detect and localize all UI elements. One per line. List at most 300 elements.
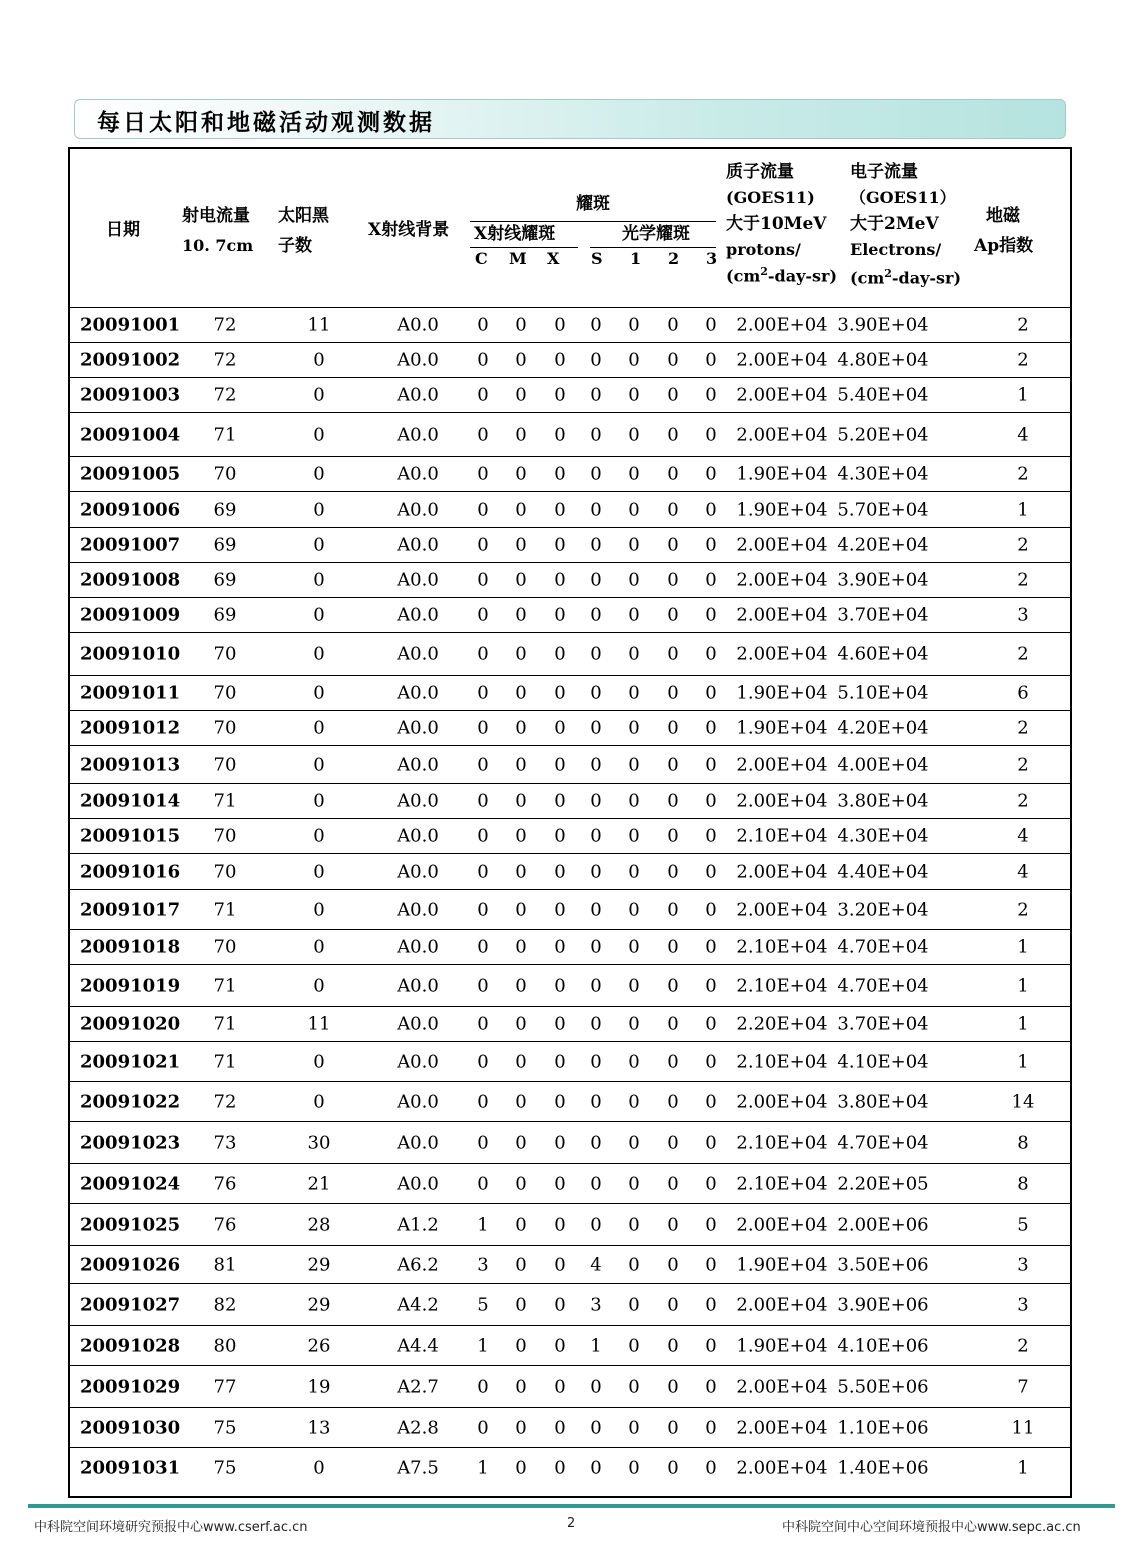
cell-optical-s: 0 — [590, 717, 602, 739]
cell-sunspot: 0 — [313, 825, 325, 847]
cell-electron-flux: 4.10E+04 — [837, 1051, 929, 1072]
cell-xray-m: 0 — [515, 534, 527, 556]
cell-electron-flux: 3.90E+04 — [837, 569, 929, 591]
header-sunspot-1: 太阳黑 — [278, 206, 329, 226]
cell-electron-flux: 4.20E+04 — [837, 534, 929, 556]
cell-optical-1: 0 — [628, 790, 640, 812]
cell-xray-m: 0 — [515, 754, 527, 775]
table-row — [70, 1366, 1070, 1408]
cell-xray-background: A7.5 — [397, 1457, 439, 1479]
cell-xray-m: 0 — [515, 569, 527, 591]
cell-date: 20091005 — [80, 463, 181, 485]
cell-xray-c: 0 — [477, 424, 489, 445]
table-row — [70, 711, 1070, 746]
header-xray-background: X射线背景 — [368, 220, 450, 240]
cell-radio-flux: 71 — [213, 1013, 237, 1035]
cell-electron-flux: 5.20E+04 — [837, 424, 929, 445]
header-class-1: 1 — [630, 249, 642, 268]
cell-optical-1: 0 — [628, 384, 640, 406]
cell-radio-flux: 72 — [213, 1091, 237, 1112]
cell-xray-x: 0 — [554, 604, 566, 626]
cell-optical-2: 0 — [667, 754, 679, 775]
page-title: 每日太阳和地磁活动观测数据 — [97, 109, 435, 136]
cell-sunspot: 26 — [307, 1335, 331, 1356]
cell-proton-flux: 2.00E+04 — [736, 1376, 828, 1397]
cell-optical-2: 0 — [667, 384, 679, 406]
cell-radio-flux: 69 — [213, 499, 237, 520]
cell-optical-s: 0 — [590, 936, 602, 958]
cell-optical-1: 0 — [628, 314, 640, 336]
cell-xray-c: 0 — [477, 1013, 489, 1035]
cell-electron-flux: 1.40E+06 — [837, 1457, 929, 1479]
cell-date: 20091026 — [80, 1254, 181, 1275]
cell-optical-2: 0 — [667, 1214, 679, 1235]
cell-optical-2: 0 — [667, 534, 679, 556]
header-class-c: C — [475, 249, 488, 268]
cell-xray-c: 0 — [477, 463, 489, 485]
cell-radio-flux: 80 — [213, 1335, 237, 1356]
cell-xray-x: 0 — [554, 790, 566, 812]
cell-proton-flux: 2.20E+04 — [736, 1013, 828, 1035]
header-proton-2: (GOES11) — [726, 188, 815, 207]
cell-radio-flux: 70 — [213, 717, 237, 739]
cell-ap-index: 4 — [1017, 825, 1029, 847]
cell-xray-background: A0.0 — [397, 604, 439, 626]
cell-date: 20091004 — [80, 424, 181, 445]
cell-optical-1: 0 — [628, 643, 640, 665]
cell-radio-flux: 73 — [213, 1132, 237, 1153]
cell-xray-c: 0 — [477, 604, 489, 626]
table-row — [70, 633, 1070, 676]
cell-proton-flux: 2.00E+04 — [736, 314, 828, 336]
cell-optical-3: 0 — [705, 534, 717, 556]
table-row — [70, 1448, 1070, 1488]
cell-optical-2: 0 — [667, 314, 679, 336]
cell-electron-flux: 3.90E+04 — [837, 314, 929, 336]
cell-xray-c: 0 — [477, 384, 489, 406]
cell-xray-background: A6.2 — [397, 1254, 439, 1275]
cell-radio-flux: 69 — [213, 534, 237, 556]
cell-electron-flux: 3.80E+04 — [837, 790, 929, 812]
cell-xray-x: 0 — [554, 463, 566, 485]
cell-radio-flux: 69 — [213, 569, 237, 591]
cell-radio-flux: 72 — [213, 349, 237, 371]
cell-xray-c: 1 — [477, 1335, 489, 1356]
cell-radio-flux: 70 — [213, 643, 237, 665]
cell-ap-index: 2 — [1017, 463, 1029, 485]
cell-ap-index: 5 — [1017, 1214, 1029, 1235]
cell-optical-2: 0 — [667, 1013, 679, 1035]
table-row — [70, 528, 1070, 563]
cell-optical-s: 0 — [590, 790, 602, 812]
cell-xray-c: 0 — [477, 1051, 489, 1072]
cell-ap-index: 2 — [1017, 790, 1029, 812]
header-proton-4: protons/ — [726, 240, 801, 259]
cell-radio-flux: 76 — [213, 1173, 237, 1194]
cell-xray-background: A2.8 — [397, 1417, 439, 1438]
cell-radio-flux: 75 — [213, 1417, 237, 1438]
cell-xray-x: 0 — [554, 899, 566, 920]
cell-xray-x: 0 — [554, 717, 566, 739]
cell-xray-m: 0 — [515, 314, 527, 336]
cell-xray-c: 0 — [477, 975, 489, 996]
cell-optical-2: 0 — [667, 1051, 679, 1072]
cell-radio-flux: 81 — [213, 1254, 237, 1275]
cell-sunspot: 11 — [307, 1013, 331, 1035]
footer-right: 中科院空间中心空间环境预报中心www.sepc.ac.cn — [782, 1520, 1081, 1535]
cell-radio-flux: 75 — [213, 1457, 237, 1479]
cell-optical-s: 0 — [590, 861, 602, 882]
cell-date: 20091013 — [80, 754, 181, 775]
cell-proton-flux: 2.10E+04 — [736, 1173, 828, 1194]
cell-optical-1: 0 — [628, 861, 640, 882]
cell-date: 20091025 — [80, 1214, 181, 1235]
cell-date: 20091010 — [80, 643, 181, 665]
cell-ap-index: 2 — [1017, 754, 1029, 775]
cell-xray-background: A0.0 — [397, 424, 439, 445]
cell-proton-flux: 2.10E+04 — [736, 1132, 828, 1153]
cell-proton-flux: 1.90E+04 — [736, 1254, 828, 1275]
cell-sunspot: 0 — [313, 899, 325, 920]
cell-optical-s: 0 — [590, 1013, 602, 1035]
table-row — [70, 965, 1070, 1007]
cell-sunspot: 0 — [313, 936, 325, 958]
cell-optical-3: 0 — [705, 861, 717, 882]
cell-xray-x: 0 — [554, 1294, 566, 1315]
cell-optical-2: 0 — [667, 643, 679, 665]
cell-proton-flux: 2.10E+04 — [736, 975, 828, 996]
cell-radio-flux: 77 — [213, 1376, 237, 1397]
table-row — [70, 457, 1070, 492]
cell-radio-flux: 71 — [213, 899, 237, 920]
cell-sunspot: 0 — [313, 499, 325, 520]
cell-xray-x: 0 — [554, 384, 566, 406]
cell-date: 20091030 — [80, 1417, 181, 1438]
cell-proton-flux: 2.10E+04 — [736, 1051, 828, 1072]
cell-xray-background: A0.0 — [397, 936, 439, 958]
cell-optical-1: 0 — [628, 1132, 640, 1153]
cell-optical-3: 0 — [705, 754, 717, 775]
cell-xray-background: A4.4 — [397, 1335, 439, 1356]
table-row — [70, 930, 1070, 965]
cell-optical-1: 0 — [628, 936, 640, 958]
cell-optical-s: 0 — [590, 463, 602, 485]
table-row — [70, 1204, 1070, 1246]
cell-optical-1: 0 — [628, 534, 640, 556]
cell-electron-flux: 3.90E+06 — [837, 1294, 929, 1315]
cell-optical-s: 0 — [590, 754, 602, 775]
cell-optical-3: 0 — [705, 604, 717, 626]
cell-optical-s: 0 — [590, 1173, 602, 1194]
cell-optical-3: 0 — [705, 682, 717, 704]
cell-optical-3: 0 — [705, 1214, 717, 1235]
cell-sunspot: 0 — [313, 384, 325, 406]
header-class-s: S — [591, 249, 603, 268]
cell-ap-index: 1 — [1017, 499, 1029, 520]
cell-xray-x: 0 — [554, 1254, 566, 1275]
table-row — [70, 1164, 1070, 1204]
cell-xray-m: 0 — [515, 424, 527, 445]
cell-xray-background: A0.0 — [397, 825, 439, 847]
header-proton-5: $(cm^2-day-sr)$ — [726, 265, 838, 286]
header-electron-4: Electrons/ — [850, 240, 942, 259]
cell-xray-c: 0 — [477, 643, 489, 665]
cell-date: 20091008 — [80, 569, 181, 591]
cell-date: 20091031 — [80, 1457, 181, 1479]
cell-sunspot: 0 — [313, 717, 325, 739]
cell-optical-s: 0 — [590, 1457, 602, 1479]
cell-proton-flux: 2.00E+04 — [736, 534, 828, 556]
cell-optical-3: 0 — [705, 899, 717, 920]
cell-optical-1: 0 — [628, 1214, 640, 1235]
table-row — [70, 343, 1070, 378]
cell-sunspot: 0 — [313, 643, 325, 665]
cell-xray-c: 0 — [477, 825, 489, 847]
cell-date: 20091014 — [80, 790, 181, 812]
cell-optical-2: 0 — [667, 1254, 679, 1275]
cell-optical-2: 0 — [667, 861, 679, 882]
cell-electron-flux: 4.80E+04 — [837, 349, 929, 371]
cell-sunspot: 0 — [313, 424, 325, 445]
cell-xray-c: 0 — [477, 314, 489, 336]
header-class-m: M — [509, 249, 527, 268]
cell-sunspot: 0 — [313, 790, 325, 812]
cell-xray-x: 0 — [554, 682, 566, 704]
cell-xray-background: A0.0 — [397, 1173, 439, 1194]
header-sunspot-2: 子数 — [278, 236, 312, 256]
cell-electron-flux: 5.10E+04 — [837, 682, 929, 704]
cell-optical-1: 0 — [628, 1013, 640, 1035]
cell-electron-flux: 4.30E+04 — [837, 463, 929, 485]
cell-ap-index: 11 — [1011, 1417, 1035, 1438]
cell-proton-flux: 2.00E+04 — [736, 754, 828, 775]
cell-date: 20091001 — [80, 314, 181, 336]
cell-date: 20091011 — [80, 682, 181, 704]
cell-date: 20091009 — [80, 604, 181, 626]
cell-xray-m: 0 — [515, 384, 527, 406]
cell-xray-c: 3 — [477, 1254, 489, 1275]
cell-xray-c: 1 — [477, 1214, 489, 1235]
cell-radio-flux: 69 — [213, 604, 237, 626]
header-class-3: 3 — [706, 249, 718, 268]
cell-electron-flux: 4.20E+04 — [837, 717, 929, 739]
cell-radio-flux: 72 — [213, 314, 237, 336]
cell-optical-3: 0 — [705, 1254, 717, 1275]
cell-proton-flux: 2.00E+04 — [736, 384, 828, 406]
cell-optical-3: 0 — [705, 569, 717, 591]
cell-optical-1: 0 — [628, 682, 640, 704]
table-row — [70, 854, 1070, 890]
cell-electron-flux: 2.00E+06 — [837, 1214, 929, 1235]
cell-sunspot: 0 — [313, 604, 325, 626]
cell-radio-flux: 70 — [213, 861, 237, 882]
cell-xray-x: 0 — [554, 424, 566, 445]
cell-optical-1: 0 — [628, 1173, 640, 1194]
cell-radio-flux: 71 — [213, 1051, 237, 1072]
cell-optical-s: 0 — [590, 384, 602, 406]
cell-xray-background: A0.0 — [397, 1091, 439, 1112]
cell-electron-flux: 3.50E+06 — [837, 1254, 929, 1275]
cell-optical-s: 0 — [590, 899, 602, 920]
table-row — [70, 1326, 1070, 1366]
cell-xray-m: 0 — [515, 643, 527, 665]
cell-optical-s: 0 — [590, 682, 602, 704]
cell-proton-flux: 2.10E+04 — [736, 825, 828, 847]
cell-optical-1: 0 — [628, 424, 640, 445]
cell-ap-index: 2 — [1017, 569, 1029, 591]
cell-optical-2: 0 — [667, 825, 679, 847]
cell-electron-flux: 4.00E+04 — [837, 754, 929, 775]
cell-radio-flux: 71 — [213, 424, 237, 445]
cell-date: 20091027 — [80, 1294, 181, 1315]
cell-optical-3: 0 — [705, 1013, 717, 1035]
cell-optical-s: 4 — [590, 1254, 602, 1275]
cell-ap-index: 3 — [1017, 1254, 1029, 1275]
cell-optical-3: 0 — [705, 314, 717, 336]
cell-xray-x: 0 — [554, 349, 566, 371]
header-class-x: X — [547, 249, 560, 268]
cell-xray-m: 0 — [515, 1132, 527, 1153]
cell-proton-flux: 2.00E+04 — [736, 1417, 828, 1438]
cell-proton-flux: 2.00E+04 — [736, 349, 828, 371]
cell-optical-2: 0 — [667, 1457, 679, 1479]
table-row — [70, 378, 1070, 413]
header-radio-flux-2: 10. 7cm — [182, 236, 254, 255]
cell-xray-x: 0 — [554, 1376, 566, 1397]
cell-xray-background: A0.0 — [397, 682, 439, 704]
cell-proton-flux: 1.90E+04 — [736, 1335, 828, 1356]
cell-xray-m: 0 — [515, 1051, 527, 1072]
cell-optical-1: 0 — [628, 499, 640, 520]
cell-electron-flux: 4.10E+06 — [837, 1335, 929, 1356]
cell-sunspot: 0 — [313, 569, 325, 591]
cell-xray-x: 0 — [554, 569, 566, 591]
cell-optical-1: 0 — [628, 754, 640, 775]
cell-optical-2: 0 — [667, 1376, 679, 1397]
cell-optical-3: 0 — [705, 975, 717, 996]
cell-ap-index: 1 — [1017, 975, 1029, 996]
header-date: 日期 — [106, 220, 140, 240]
cell-optical-2: 0 — [667, 349, 679, 371]
cell-date: 20091018 — [80, 936, 181, 958]
table-row — [70, 819, 1070, 854]
table-row — [70, 1284, 1070, 1326]
cell-radio-flux: 71 — [213, 975, 237, 996]
cell-optical-s: 0 — [590, 975, 602, 996]
cell-ap-index: 14 — [1011, 1091, 1035, 1112]
cell-date: 20091028 — [80, 1335, 181, 1356]
cell-optical-2: 0 — [667, 1294, 679, 1315]
cell-optical-1: 0 — [628, 717, 640, 739]
cell-sunspot: 0 — [313, 975, 325, 996]
cell-date: 20091016 — [80, 861, 181, 882]
cell-date: 20091023 — [80, 1132, 181, 1153]
cell-optical-1: 0 — [628, 1254, 640, 1275]
cell-proton-flux: 2.00E+04 — [736, 643, 828, 665]
cell-xray-x: 0 — [554, 534, 566, 556]
cell-electron-flux: 5.70E+04 — [837, 499, 929, 520]
cell-ap-index: 3 — [1017, 1294, 1029, 1315]
cell-sunspot: 0 — [313, 1457, 325, 1479]
cell-optical-1: 0 — [628, 899, 640, 920]
cell-xray-x: 0 — [554, 643, 566, 665]
cell-electron-flux: 5.40E+04 — [837, 384, 929, 406]
cell-electron-flux: 3.80E+04 — [837, 1091, 929, 1112]
cell-proton-flux: 2.00E+04 — [736, 861, 828, 882]
cell-xray-c: 0 — [477, 861, 489, 882]
cell-electron-flux: 4.70E+04 — [837, 975, 929, 996]
cell-ap-index: 3 — [1017, 604, 1029, 626]
cell-optical-2: 0 — [667, 569, 679, 591]
cell-optical-s: 0 — [590, 1376, 602, 1397]
cell-optical-1: 0 — [628, 569, 640, 591]
cell-optical-s: 0 — [590, 424, 602, 445]
cell-xray-background: A0.0 — [397, 754, 439, 775]
cell-xray-m: 0 — [515, 1457, 527, 1479]
cell-optical-3: 0 — [705, 384, 717, 406]
cell-xray-c: 5 — [477, 1294, 489, 1315]
cell-xray-background: A0.0 — [397, 643, 439, 665]
cell-xray-background: A1.2 — [397, 1214, 439, 1235]
cell-date: 20091003 — [80, 384, 181, 406]
cell-proton-flux: 2.00E+04 — [736, 569, 828, 591]
table-row — [70, 746, 1070, 784]
cell-xray-background: A0.0 — [397, 861, 439, 882]
cell-xray-x: 0 — [554, 1173, 566, 1194]
cell-ap-index: 2 — [1017, 314, 1029, 336]
cell-xray-m: 0 — [515, 1013, 527, 1035]
cell-optical-s: 0 — [590, 534, 602, 556]
table-row — [70, 676, 1070, 711]
cell-optical-s: 0 — [590, 1051, 602, 1072]
cell-sunspot: 11 — [307, 314, 331, 336]
cell-optical-3: 0 — [705, 1457, 717, 1479]
cell-xray-x: 0 — [554, 1335, 566, 1356]
cell-optical-3: 0 — [705, 936, 717, 958]
cell-xray-x: 0 — [554, 975, 566, 996]
header-flare: 耀斑 — [576, 194, 610, 214]
header-proton-1: 质子流量 — [726, 162, 794, 182]
cell-sunspot: 19 — [307, 1376, 331, 1397]
cell-electron-flux: 4.70E+04 — [837, 936, 929, 958]
cell-ap-index: 2 — [1017, 349, 1029, 371]
cell-radio-flux: 72 — [213, 384, 237, 406]
cell-xray-c: 0 — [477, 717, 489, 739]
cell-optical-2: 0 — [667, 604, 679, 626]
table-row — [70, 308, 1070, 343]
table-row — [70, 890, 1070, 930]
table-row — [70, 1122, 1070, 1164]
cell-proton-flux: 2.00E+04 — [736, 1294, 828, 1315]
cell-sunspot: 29 — [307, 1254, 331, 1275]
cell-sunspot: 0 — [313, 534, 325, 556]
cell-proton-flux: 1.90E+04 — [736, 499, 828, 520]
cell-ap-index: 4 — [1017, 861, 1029, 882]
cell-optical-1: 0 — [628, 1051, 640, 1072]
cell-sunspot: 29 — [307, 1294, 331, 1315]
cell-xray-c: 0 — [477, 682, 489, 704]
cell-date: 20091006 — [80, 499, 181, 520]
cell-optical-1: 0 — [628, 1091, 640, 1112]
cell-sunspot: 0 — [313, 1051, 325, 1072]
cell-optical-2: 0 — [667, 717, 679, 739]
table-row — [70, 1246, 1070, 1284]
header-xray-flare: X射线耀斑 — [474, 224, 556, 244]
cell-optical-s: 0 — [590, 499, 602, 520]
cell-xray-m: 0 — [515, 936, 527, 958]
cell-sunspot: 0 — [313, 1091, 325, 1112]
cell-electron-flux: 3.20E+04 — [837, 899, 929, 920]
